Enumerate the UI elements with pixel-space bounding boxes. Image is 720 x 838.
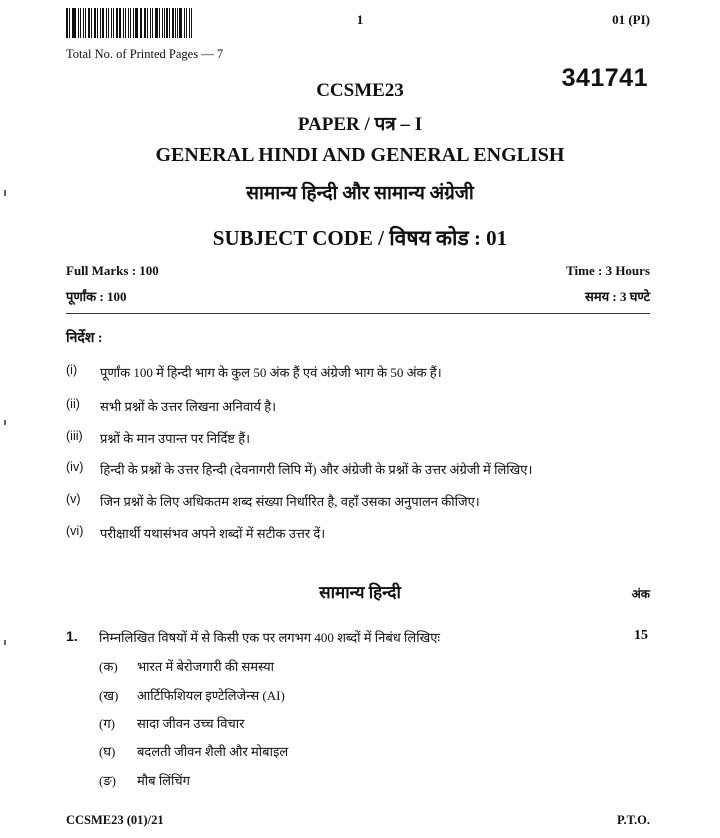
scan-mark: [4, 640, 6, 645]
option-label: (क): [99, 659, 118, 674]
option-label: (ङ): [99, 773, 116, 788]
essay-option: [99, 771, 190, 789]
barcode-bar: [128, 8, 130, 38]
instruction-text: पूर्णांक 100 में हिन्दी भाग के कुल 50 अंक हैं एवं अंग्रेजी भाग के 50 अंक हैं।: [100, 365, 442, 380]
barcode-bar: [88, 8, 90, 38]
barcode-bar: [119, 8, 121, 38]
barcode-bar: [72, 8, 73, 38]
barcode-bar: [94, 8, 97, 38]
full-marks-english: Full Marks : 100: [66, 263, 159, 278]
option-text: सादा जीवन उच्च विचार: [137, 716, 245, 731]
instruction-number: (v): [66, 492, 81, 506]
essay-option: [99, 742, 288, 760]
pto-label: P.T.O.: [617, 813, 650, 827]
question-number: 1.: [66, 628, 78, 644]
instruction-number: (i): [66, 363, 78, 377]
subject-code: SUBJECT CODE / विषय कोड : 01: [212, 226, 508, 250]
barcode-bar: [159, 8, 160, 38]
barcode-bar: [141, 8, 142, 38]
barcode-bar: [133, 8, 134, 38]
barcode-icon: [66, 8, 194, 38]
barcode-bar: [123, 8, 124, 38]
question-text: निम्नलिखित विषयों में से किसी एक पर लगभग 400 शब्दों में निबंध लिखिएः: [99, 630, 441, 645]
barcode-bar: [189, 8, 190, 38]
barcode-bar: [177, 8, 178, 38]
barcode-bar: [155, 8, 158, 38]
scan-mark: [4, 190, 6, 196]
barcode-bar: [91, 8, 92, 38]
barcode-bar: [166, 8, 168, 38]
instruction-item: [66, 429, 250, 447]
barcode-bar: [144, 8, 146, 38]
instruction-item: [66, 363, 442, 381]
instructions-heading: निर्देश :: [66, 331, 103, 346]
barcode-bar: [164, 8, 165, 38]
section-title: सामान्य हिन्दी: [319, 583, 401, 602]
footer-code: CCSME23 (01)/21: [66, 813, 164, 827]
barcode-bar: [108, 8, 109, 38]
barcode-bar: [184, 8, 185, 38]
barcode-bar: [116, 8, 119, 38]
instruction-item: [66, 524, 325, 542]
instruction-number: (iv): [66, 460, 84, 474]
instruction-item: [66, 492, 480, 510]
instruction-number: (vi): [66, 524, 84, 538]
time-hindi: समय : 3 घण्टे: [585, 289, 650, 304]
barcode-bar: [169, 8, 170, 38]
scan-mark: [4, 420, 6, 425]
barcode-bar: [125, 8, 126, 38]
barcode-bar: [111, 8, 112, 38]
subject-title-english: GENERAL HINDI AND GENERAL ENGLISH: [155, 144, 565, 166]
barcode-bar: [85, 8, 86, 38]
essay-option: [99, 657, 274, 675]
time-english: Time : 3 Hours: [566, 263, 650, 278]
barcode-bar: [69, 8, 70, 38]
barcode-bar: [73, 8, 76, 38]
instruction-text: सभी प्रश्नों के उत्तर लिखना अनिवार्य है।: [100, 399, 277, 414]
option-label: (ग): [99, 716, 115, 731]
barcode-bar: [113, 8, 114, 38]
page-number: 1: [356, 12, 364, 27]
barcode-bar: [147, 8, 148, 38]
full-marks-hindi: पूर्णांक : 100: [66, 289, 127, 304]
barcode-bar: [186, 8, 188, 38]
barcode-bar: [162, 8, 163, 38]
instruction-item: [66, 460, 532, 478]
subject-title-hindi: सामान्य हिन्दी और सामान्य अंग्रेजी: [246, 183, 474, 204]
barcode-bar: [66, 8, 68, 38]
barcode-bar: [135, 8, 138, 38]
instruction-number: (iii): [66, 429, 83, 443]
set-code: 01 (PI): [612, 12, 650, 27]
option-label: (घ): [99, 744, 116, 759]
option-text: मौब लिंचिंग: [137, 773, 190, 788]
instruction-text: परीक्षार्थी यथासंभव अपने शब्दों में सटीक उत्तर दें।: [100, 526, 326, 541]
barcode-bar: [191, 8, 192, 38]
barcode-bar: [80, 8, 82, 38]
barcode-bar: [83, 8, 84, 38]
option-label: (ख): [99, 688, 119, 703]
barcode-bar: [106, 8, 108, 38]
instruction-text: हिन्दी के प्रश्नों के उत्तर हिन्दी (देवनागरी लिपि में) और अंग्रेजी के प्रश्नों के उत्तर अंग्रेजी में लिखिए।: [100, 462, 533, 477]
essay-option: [99, 714, 244, 732]
option-text: आर्टिफिशियल इण्टेलिजेन्स (AI): [137, 688, 285, 703]
instruction-item: [66, 397, 276, 415]
barcode-bar: [172, 8, 174, 38]
option-text: भारत में बेरोजगारी की समस्या: [137, 659, 275, 674]
paper-number: PAPER / पत्र – I: [297, 114, 423, 135]
barcode-bar: [97, 8, 98, 38]
barcode-bar: [150, 8, 151, 38]
printed-pages: Total No. of Printed Pages — 7: [66, 47, 224, 61]
barcode-bar: [78, 8, 79, 38]
question-marks: 15: [634, 628, 648, 643]
marks-column-heading: अंक: [631, 587, 650, 601]
barcode-bar: [179, 8, 182, 38]
instruction-text: जिन प्रश्नों के लिए अधिकतम शब्द संख्या निर्धारित है, वहाँ उसका अनुपालन कीजिए।: [100, 494, 480, 509]
paper-code: CCSME23: [316, 80, 404, 101]
instruction-text: प्रश्नों के मान उपान्त पर निर्दिष्ट हैं।: [100, 431, 251, 446]
divider: [66, 313, 650, 314]
instruction-number: (ii): [66, 397, 80, 411]
serial-number: 341741: [561, 64, 648, 92]
option-text: बदलती जीवन शैली और मोबाइल: [137, 744, 289, 759]
barcode-bar: [175, 8, 176, 38]
essay-option: [99, 686, 285, 704]
barcode-bar: [130, 8, 131, 38]
barcode-bar: [102, 8, 104, 38]
barcode-bar: [100, 8, 101, 38]
barcode-bar: [152, 8, 154, 38]
barcode-bar: [140, 8, 141, 38]
